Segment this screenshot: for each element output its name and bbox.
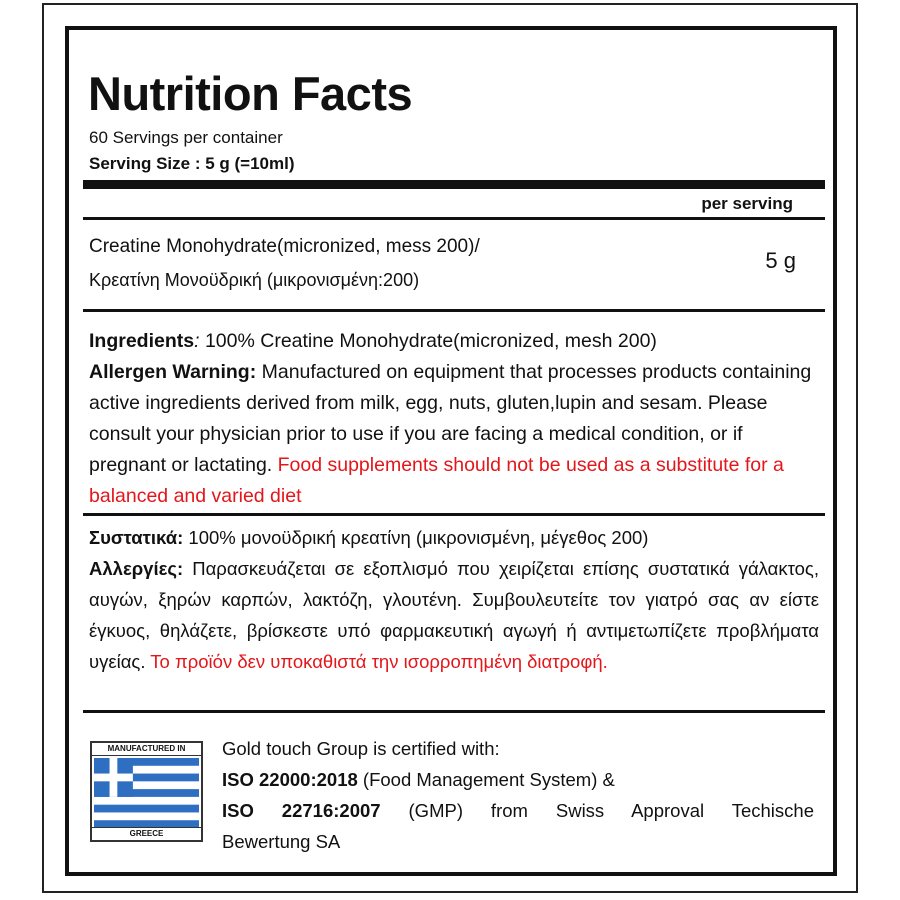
greek-ingredients-block [89,522,819,677]
label-title: Nutrition Facts [88,67,413,120]
cert-iso-22000 [222,764,814,795]
servings-per-container: 60 Servings per container [89,128,283,147]
greek-flag-icon [94,758,199,828]
badge-top-text: MANUFACTURED IN [92,743,201,756]
nutrient-amount: 5 g [765,248,796,273]
cert-last-line: Bewertung SA [222,831,341,852]
divider [83,513,825,516]
thick-divider [83,180,825,189]
divider [83,309,825,312]
manufactured-in-greece-badge [90,741,203,842]
english-ingredients-block [89,326,819,512]
ingredients-text: 100% Creatine Monohydrate(micronized, mesh 200) [199,330,657,352]
divider [83,217,825,220]
badge-bottom-text: GREECE [92,827,201,840]
greek-allergen-label: Αλλεργίες: [89,558,184,579]
serving-size: Serving Size : 5 g (=10ml) [89,154,295,173]
allergen-warning-text: Manufactured on equipment that processes products containing active ingredients derived from milk, egg, nuts, gluten,lupin and sesam. Please consult your physician prior to use if you are facing a medical condition, or if pregnant or lactating. [89,361,812,476]
divider [83,710,825,713]
greek-ingredients-text: 100% μονοϋδρική κρεατίνη (μικρονισμένη, μέγεθος 200) [183,527,649,548]
allergen-warning-label: Allergen Warning: [89,361,257,383]
certification-block [222,733,814,857]
nutrient-name-gr: Κρεατίνη Μονοϋδρική (μικρονισμένη:200) [89,270,420,290]
ingredients-label: Ingredients [89,330,195,352]
ingredients-colon: : [194,330,200,352]
nutrient-name-en: Creatine Monohydrate(micronized, mess 200)/ [89,236,480,257]
iso-22000-code: ISO 22000:2018 [222,769,358,790]
iso-22716-desc: (GMP) from Swiss Approval Techische [380,800,814,821]
greek-ingredients-label: Συστατικά: [89,527,184,548]
greek-allergen-text: Παρασκευάζεται σε εξοπλισμό που χειρίζεται επίσης συστατικά γάλακτος, αυγών, ξηρών καρπών, λακτόζη, γλουτένη. Συμβουλευτείτε τον γιατρό σας αν είστε έγκυος, θηλάζετε, βρίσκεστε υπό φαρμακευτική αγωγή ή αντιμετωπίζετε προβλήματα υγείας. [89,558,819,672]
supplement-warning: Food supplements should not be used as a substitute for a balanced and varied diet [89,454,784,507]
iso-22716-code: ISO 22716:2007 [222,800,381,821]
cert-intro: Gold touch Group is certified with: [222,738,500,759]
iso-22000-desc: (Food Management System) & [357,769,615,790]
greek-supplement-warning: Το προϊόν δεν υποκαθιστά την ισορροπημένη διατροφή. [150,651,608,672]
per-serving-header: per serving [701,194,793,213]
cert-iso-22716 [222,795,814,826]
